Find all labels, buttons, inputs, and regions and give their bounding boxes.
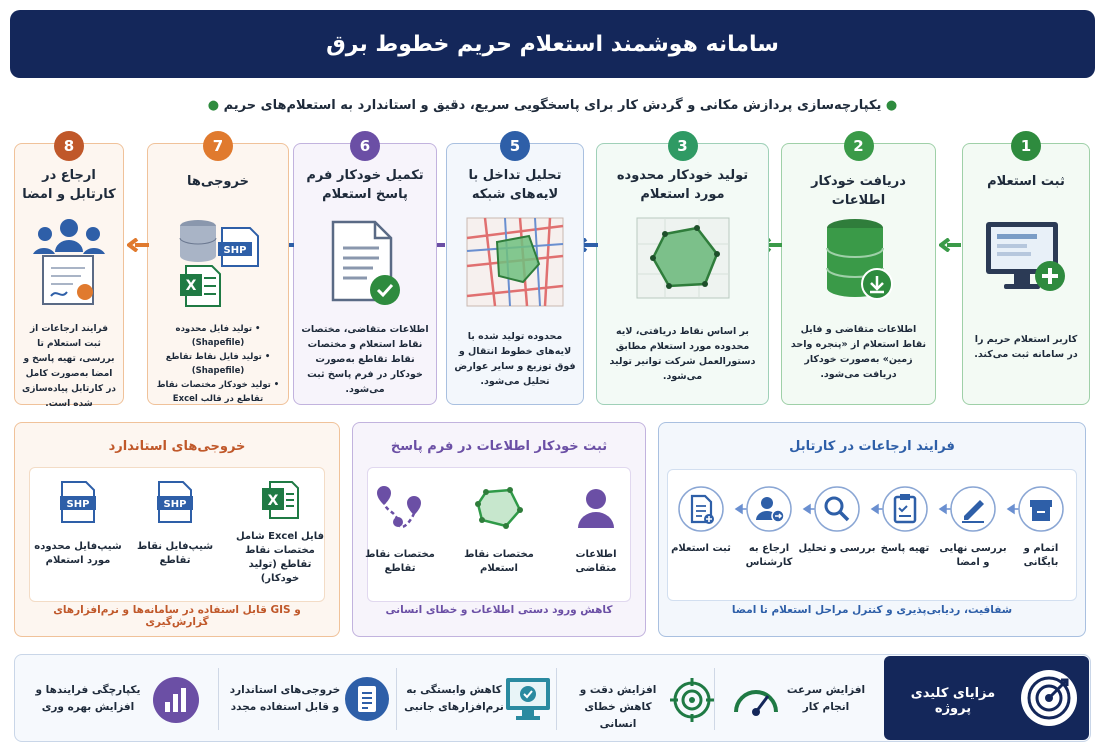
inquiry-points-label: مختصات نقاط استعلام (464, 549, 534, 574)
bar-chart-icon (152, 676, 200, 728)
panel-title: خروجی‌های استاندارد (108, 439, 246, 454)
target-arrow-icon (1021, 670, 1077, 726)
benefit-label: افزایش دقت و کاهش خطای انسانی (579, 684, 657, 730)
step-title: ثبت استعلام (987, 174, 1065, 189)
benefit-item (28, 670, 206, 730)
step-desc: • تولید فایل محدوده (Shapefile) • تولید فایل نقاط تقاطع (Shapefile) • تولید خودکار مختصات نقاط تقاطع در قالب Excel (156, 324, 280, 404)
intersection-points-label: مختصات نقاط تقاطع (365, 549, 435, 574)
workflow-arrows (680, 486, 1070, 532)
step-number: 6 (350, 131, 380, 161)
step-card-1 (962, 137, 1090, 405)
step-card-3 (596, 137, 769, 405)
step-desc: اطلاعات متقاضی و فایل نقاط استعلام از «پنجره واحد زمین» به‌صورت خودکار دریافت می‌شود. (790, 324, 927, 380)
applicant-info-label: اطلاعات متقاضی (575, 549, 617, 574)
svg-text:X: X (185, 278, 197, 294)
workflow-step-label: ارجاع به کارشناس (745, 543, 793, 568)
polygon-icon (474, 486, 524, 534)
benefits-header (884, 656, 1089, 740)
polygon-map-icon (635, 214, 731, 308)
panel-title: ثبت خودکار اطلاعات در فرم پاسخ (390, 439, 608, 454)
bullet-icon: ● (207, 98, 224, 113)
step-desc: بر اساس نقاط دریافتی، لایه محدوده مورد استعلام مطابق دستورالعمل شرکت توانیر تولید می‌شود. (609, 326, 756, 382)
panel-footer: شفافیت، ردیابی‌پذیری و کنترل مراحل استعلام تا امضا (731, 604, 1013, 616)
step-card-5 (446, 137, 584, 405)
workflow-step-label: تهیه پاسخ (880, 543, 930, 554)
sign-icon (950, 486, 996, 536)
workflow-step-label: اتمام و بایگانی (1023, 543, 1059, 568)
step-desc: اطلاعات متقاضی، مختصات نقاط استعلام و مختصات نقاط تقاطع به‌صورت خودکار در فرم پاسخ ثبت می‌شود. (301, 324, 429, 395)
step-title: ارجاع در کارتابل و امضا (22, 168, 116, 202)
speedometer-icon (730, 676, 782, 728)
divider (218, 668, 219, 730)
svg-text:SHP: SHP (66, 499, 90, 510)
monitor-add-icon (982, 214, 1070, 310)
target-icon (670, 676, 714, 728)
user-icon (574, 486, 618, 534)
workflow-step-label: بررسی و تحلیل (798, 543, 876, 554)
panel-footer: قابل استفاده در سامانه‌ها و نرم‌افزارهای GIS و گزارش‌گیری (53, 604, 301, 628)
arrow-left-icon (939, 238, 961, 252)
page-title: سامانه هوشمند استعلام حریم خطوط برق (326, 31, 779, 57)
svg-text:SHP: SHP (223, 245, 247, 256)
step-desc: کاربر استعلام حریم را در سامانه ثبت می‌کند. (974, 334, 1078, 360)
monitor-check-icon (504, 674, 552, 728)
step-desc: فرایند ارجاعات از ثبت استعلام تا بررسی، تهیه پاسخ و امضا به‌صورت کامل در کارتابل پیاده‌سازی شده است. (21, 324, 117, 409)
benefit-item (566, 670, 712, 730)
benefit-label: کاهش وابستگی به نرم‌افزارهای جانبی (404, 684, 504, 713)
search-icon (814, 486, 860, 536)
step-number: 1 (1011, 131, 1041, 161)
step-number: 2 (844, 131, 874, 161)
divider (396, 668, 397, 730)
arrow-left-icon (127, 238, 149, 252)
network-overlay-icon (465, 216, 565, 312)
excel-output-label: فایل Excel شامل مختصات نقاط تقاطع (تولید خودکار) (235, 531, 325, 584)
step-card-6 (293, 137, 437, 405)
svg-text:X: X (267, 493, 279, 509)
benefit-label: خروجی‌های استاندارد و قابل استفاده مجدد (229, 684, 341, 713)
workflow-step-label: بررسی نهایی و امضا (939, 543, 1007, 568)
workflow-step-label: ثبت استعلام (671, 543, 731, 554)
step-number: 3 (668, 131, 698, 161)
benefit-label: افزایش سرعت انجام کار (786, 684, 866, 713)
divider (714, 668, 715, 730)
panel-title: فرایند ارجاعات در کارتابل (789, 439, 955, 454)
doc-add-icon (678, 486, 724, 536)
subtitle-text: یکپارچه‌سازی پردازش مکانی و گردش کار برای پاسخگویی سریع، دقیق و استاندارد به استعلام‌های حریم (223, 98, 882, 113)
database-download-icon (819, 214, 899, 310)
subtitle (0, 98, 1105, 113)
divider (556, 668, 557, 730)
shp-boundary-label: شیپ‌فایل محدوده مورد استعلام (34, 541, 122, 566)
svg-text:SHP: SHP (163, 499, 187, 510)
archive-icon (1018, 486, 1064, 536)
step-title: تحلیل تداخل با لایه‌های شبکه (468, 168, 562, 202)
user-refer-icon (746, 486, 792, 536)
shp-intersections-label: شیپ‌فایل نقاط تقاطع (136, 541, 214, 566)
step-card-8 (14, 137, 124, 409)
bullet-icon: ● (881, 98, 898, 113)
report-icon (344, 676, 390, 726)
step-title: خروجی‌ها (187, 174, 249, 189)
clipboard-icon (882, 486, 928, 536)
step-title: تکمیل خودکار فرم پاسخ استعلام (306, 168, 424, 202)
step-card-2 (781, 137, 936, 405)
database-icon (180, 220, 216, 262)
benefits-title: مزایای کلیدی پروژه (910, 686, 996, 716)
route-pins-icon (374, 484, 424, 534)
step-number: 7 (203, 131, 233, 161)
step-number: 5 (500, 131, 530, 161)
document-check-icon (325, 218, 405, 312)
benefit-item (404, 670, 552, 730)
outputs-icon (172, 216, 264, 312)
benefit-label: یکپارچگی فرایندها و افزایش بهره وری (35, 684, 141, 713)
header-banner (10, 10, 1095, 78)
step-number: 8 (54, 131, 84, 161)
benefit-item (724, 670, 872, 730)
step-title: تولید خودکار محدوده مورد استعلام (616, 168, 749, 202)
shp-file-icon (58, 480, 98, 528)
excel-icon (260, 480, 300, 524)
step-desc: محدوده تولید شده با لایه‌های خطوط انتقال و فوق توزیع و سایر عوارض تحلیل می‌شود. (454, 331, 576, 387)
step-card-7 (147, 137, 289, 405)
benefit-item (226, 670, 392, 730)
panel-footer: کاهش ورود دستی اطلاعات و خطای انسانی (385, 604, 613, 616)
shp-file-icon (155, 480, 195, 528)
step-title: دریافت خودکار اطلاعات (811, 174, 906, 208)
signature-team-icon (29, 216, 109, 312)
